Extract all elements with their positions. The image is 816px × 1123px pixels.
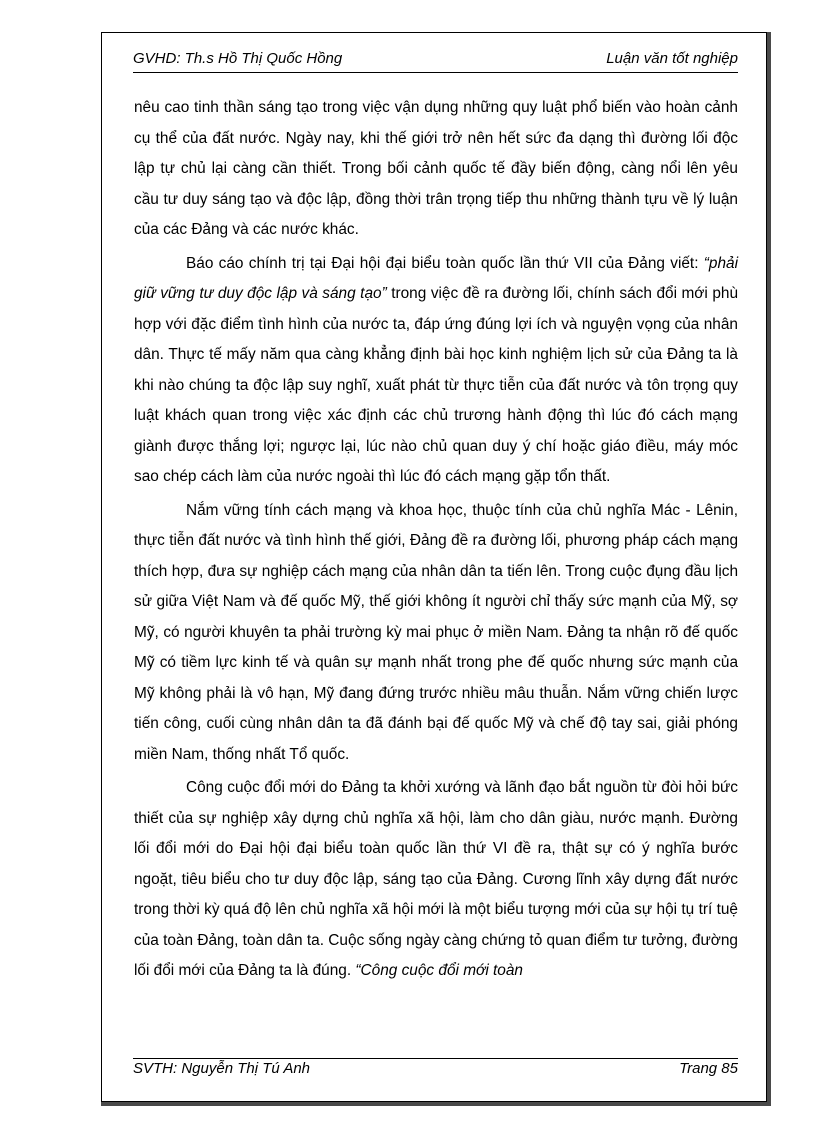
header-advisor: GVHD: Th.s Hồ Thị Quốc Hồng bbox=[133, 50, 343, 67]
header-thesis-title: Luận văn tốt nghiệp bbox=[606, 50, 738, 67]
paragraph-3-text: Nắm vững tính cách mạng và khoa học, thuộc tính của chủ nghĩa Mác - Lênin, thực tiễn đất nước và tình hình thế giới, Đảng đề ra đường lối, phương pháp cách mạng thích hợp, đưa sự nghiệp cách mạng của nhân dân ta tiến lên. Trong cuộc đụng đầu lịch sử giữa Việt Nam và đế quốc Mỹ, thế giới không ít người chỉ thấy sức mạnh của Mỹ, sợ Mỹ, có người khuyên ta phải trường kỳ mai phục ở miền Nam. Đảng ta nhận rõ đế quốc Mỹ có tiềm lực kinh tế và quân sự mạnh nhất trong phe đế quốc nhưng sức mạnh của Mỹ không phải là vô hạn, Mỹ đang đứng trước nhiều mâu thuẫn. Nắm vững chiến lược tiến công, cuối cùng nhân dân ta đã đánh bại đế quốc Mỹ và chế độ tay sai, giải phóng miền Nam, thống nhất Tổ quốc. bbox=[134, 501, 738, 763]
footer-page-number: Trang 85 bbox=[679, 1060, 738, 1077]
paragraph-2 bbox=[134, 249, 738, 493]
footer-divider bbox=[133, 1058, 738, 1059]
paragraph-1-text: nêu cao tinh thần sáng tạo trong việc vận dụng những quy luật phổ biến vào hoàn cảnh cụ thể của đất nước. Ngày nay, khi thế giới trở nên hết sức đa dạng thì đường lối độc lập tự chủ lại càng cần thiết. Trong bối cảnh quốc tế đầy biến động, càng nổi lên yêu cầu tư duy sáng tạo và độc lập, đồng thời trân trọng tiếp thu những thành tựu về lý luận của các Đảng và các nước khác. bbox=[134, 99, 738, 238]
paragraph-2-text-b: trong việc đề ra đường lối, chính sách đổi mới phù hợp với đặc điểm tình hình của nước ta, đáp ứng đúng lợi ích và nguyện vọng của nhân dân. Thực tế mấy năm qua càng khẳng định bài học kinh nghiệm lịch sử của Đảng ta là khi nào chúng ta độc lập suy nghĩ, xuất phát từ thực tiễn của đất nước và tôn trọng quy luật khách quan trong việc xác định các chủ trương hành động thì lúc đó cách mạng giành được thắng lợi; ngược lại, lúc nào chủ quan duy ý chí hoặc giáo điều, máy móc sao chép cách làm của nước ngoài thì lúc đó cách mạng gặp tổn thất. bbox=[134, 285, 739, 485]
paragraph-2-quote: “phải giữ vững tư duy độc lập và sáng tạo” bbox=[134, 254, 738, 302]
page-footer bbox=[133, 1060, 738, 1082]
paragraph-4-text: Công cuộc đổi mới do Đảng ta khởi xướng và lãnh đạo bắt nguồn từ đòi hỏi bức thiết của sự nghiệp xây dựng chủ nghĩa xã hội, làm cho dân giàu, nước mạnh. Đường lối đổi mới do Đại hội đại biểu toàn quốc lần thứ VI đề ra, thật sự có ý nghĩa bước ngoặt, tiêu biểu cho tư duy độc lập, sáng tạo của Đảng. Cương lĩnh xây dựng đất nước trong thời kỳ quá độ lên chủ nghĩa xã hội mới là một biểu tượng mới của sự hội tụ trí tuệ của toàn Đảng, toàn dân ta. Cuộc sống ngày càng chứng tỏ quan điểm tư tưởng, đường lối đổi mới của Đảng ta là đúng. bbox=[134, 779, 738, 979]
paragraph-1 bbox=[134, 93, 738, 246]
paragraph-3 bbox=[134, 496, 738, 771]
paragraph-2-text-a: Báo cáo chính trị tại Đại hội đại biểu toàn quốc lần thứ VII của Đảng viết: bbox=[186, 254, 704, 272]
page-header bbox=[133, 50, 738, 72]
footer-student: SVTH: Nguyễn Thị Tú Anh bbox=[133, 1060, 311, 1077]
paragraph-4-quote: “Công cuộc đổi mới toàn bbox=[355, 962, 523, 979]
paragraph-4 bbox=[134, 773, 738, 987]
header-divider bbox=[133, 72, 738, 73]
document-body bbox=[134, 93, 738, 990]
